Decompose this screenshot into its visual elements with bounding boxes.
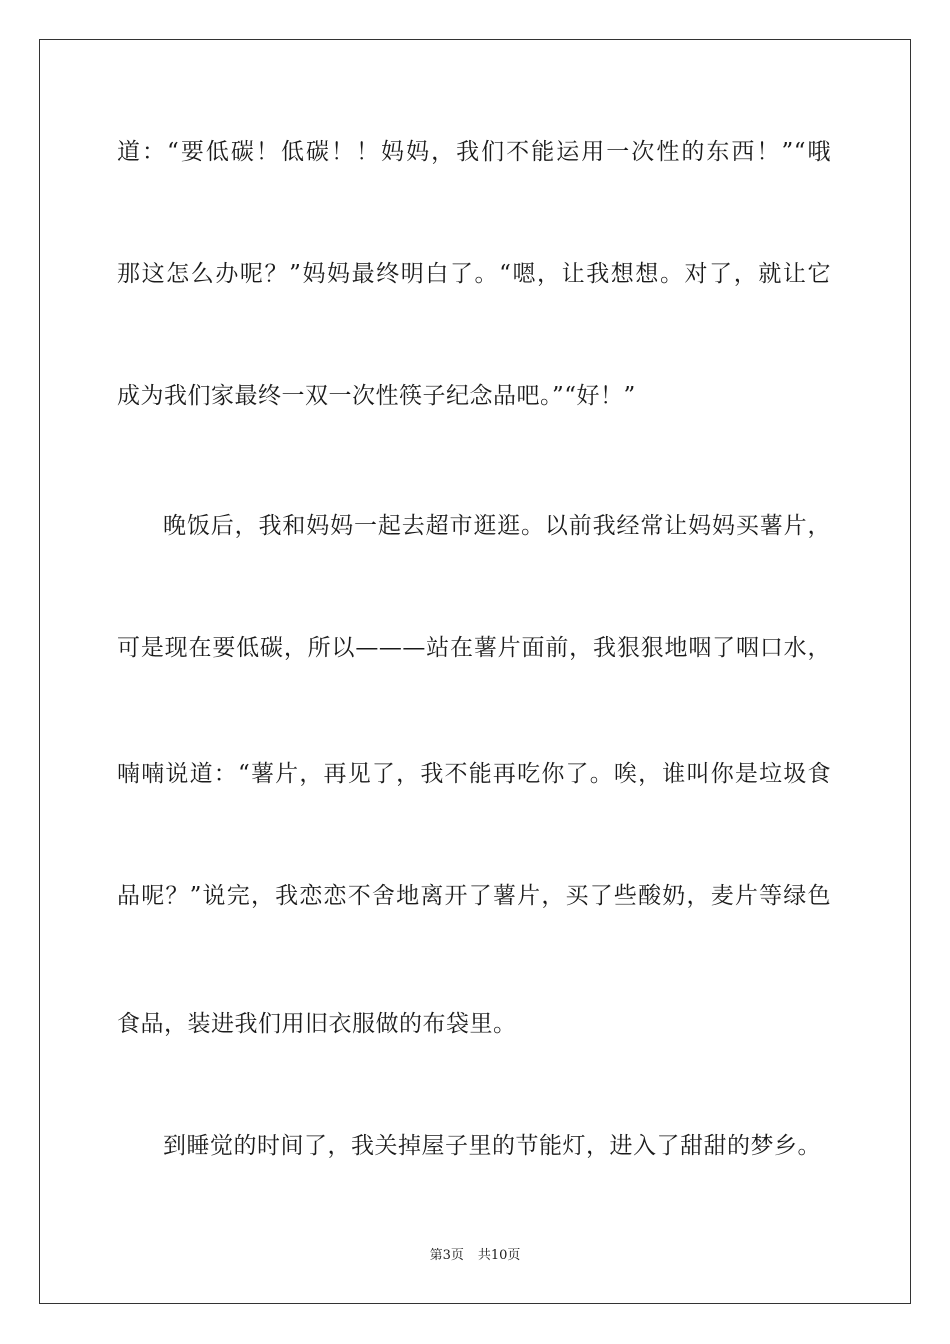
page-number: 第3页 [429, 1248, 464, 1263]
page-footer [0, 1247, 950, 1265]
paragraph-line: 喃喃说道：“薯片，再见了，我不能再吃你了。唉，谁叫你是垃圾食 [117, 761, 831, 787]
page-total: 共10页 [477, 1248, 521, 1263]
paragraph-line: 食品，装进我们用旧衣服做的布袋里。 [117, 1011, 517, 1037]
paragraph-line: 成为我们家最终一双一次性筷子纪念品吧。”“好！” [117, 383, 636, 409]
paragraph-line: 晚饭后，我和妈妈一起去超市逛逛。以前我经常让妈妈买薯片， [163, 513, 831, 539]
paragraph-line: 那这怎么办呢？”妈妈最终明白了。“嗯，让我想想。对了，就让它 [117, 261, 831, 287]
paragraph-line: 品呢？”说完，我恋恋不舍地离开了薯片，买了些酸奶，麦片等绿色 [117, 883, 831, 909]
page-border [39, 39, 911, 1304]
paragraph-line: 可是现在要低碳，所以———站在薯片面前，我狠狠地咽了咽口水， [117, 635, 831, 661]
paragraph-line: 到睡觉的时间了，我关掉屋子里的节能灯，进入了甜甜的梦乡。 [163, 1133, 821, 1159]
paragraph-line: 道：“要低碳！低碳！！妈妈，我们不能运用一次性的东西！”“哦 [117, 139, 831, 165]
